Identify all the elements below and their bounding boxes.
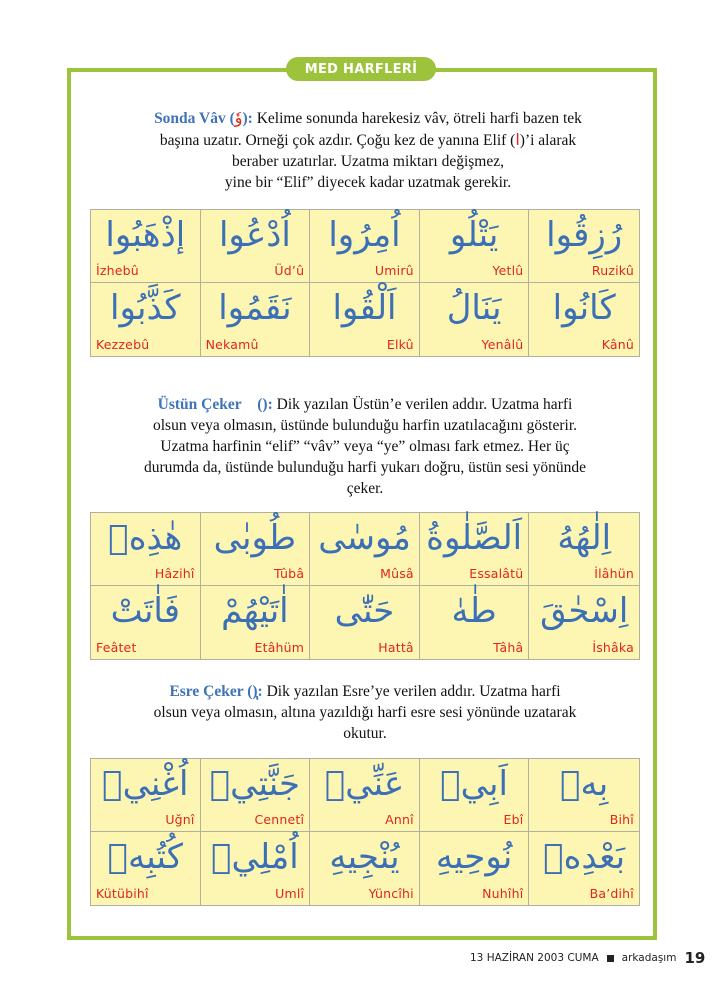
- section2-glyph: (ٰ):: [241, 396, 273, 413]
- transliteration: Etâhüm: [254, 640, 305, 655]
- transliteration: Feâtet: [96, 640, 137, 655]
- arabic-word: كَذَّبُوا: [110, 288, 181, 328]
- elif-glyph: ا: [515, 130, 520, 149]
- word-cell: [529, 283, 639, 356]
- word-cell: [201, 759, 311, 832]
- arabic-word: فَاٰتَتْ: [110, 591, 181, 631]
- word-cell: [201, 210, 311, 283]
- word-cell: [529, 832, 639, 905]
- word-cell: [91, 283, 201, 356]
- transliteration: İlâhün: [594, 566, 634, 581]
- section2-line5: çeker.: [346, 480, 384, 497]
- transliteration: Kütübihî: [96, 886, 149, 901]
- section1-text: [108, 107, 628, 193]
- section2-keyword: Üstün Çeker: [157, 396, 242, 413]
- word-cell: [310, 283, 420, 356]
- section1-keyword: Sonda Vâv (: [154, 110, 235, 127]
- section1-line4: yine bir “Elif” diyecek kadar uzatmak gerekir.: [224, 174, 512, 191]
- word-grid-esre-ceker: [90, 758, 640, 906]
- section2-line1: Dik yazılan Üstün’e verilen addır. Uzatma harfi: [272, 396, 573, 413]
- arabic-word: طُوبٰى: [213, 518, 297, 558]
- word-cell: [91, 586, 201, 659]
- transliteration: Mûsâ: [380, 566, 414, 581]
- arabic-word: اِلٰهُهُ: [557, 518, 612, 558]
- word-cell: [420, 759, 530, 832]
- transliteration: Hattâ: [378, 640, 414, 655]
- word-cell: [529, 513, 639, 586]
- arabic-word: رُزِقُوا: [546, 215, 623, 255]
- word-cell: [201, 586, 311, 659]
- arabic-word: طٰهٰ: [451, 591, 497, 631]
- word-cell: [420, 513, 530, 586]
- word-grid-ustun-ceker: [90, 512, 640, 660]
- transliteration: Umlî: [275, 886, 305, 901]
- arabic-word: اُمْلِيٖ: [211, 837, 299, 877]
- arabic-word: كَانُوا: [552, 288, 616, 328]
- section1-glyph: وٗ: [234, 108, 243, 127]
- transliteration: Hâzihî: [154, 566, 195, 581]
- footer-date: 13 HAZİRAN 2003 CUMA: [470, 952, 599, 964]
- word-cell: [91, 513, 201, 586]
- word-cell: [310, 586, 420, 659]
- transliteration: Ba’dihî: [589, 886, 634, 901]
- arabic-word: هٰذِهٖ: [108, 518, 183, 558]
- arabic-word: اُغْنِيٖ: [102, 764, 189, 804]
- word-cell: [201, 832, 311, 905]
- word-grid-sonda-vav: [90, 209, 640, 357]
- transliteration: Cennetî: [254, 812, 305, 827]
- arabic-word: جَنَّتِيٖ: [209, 764, 301, 804]
- section2-line4: durumda da, üstünde bulunduğu harfi yukarı doğru, üstün sesi yönünde: [143, 459, 587, 476]
- word-cell: [201, 283, 311, 356]
- arabic-word: نُوحِيهِ: [435, 837, 513, 877]
- footer-brand: arkadaşım: [621, 952, 677, 964]
- arabic-word: يُنْجِيهِ: [329, 837, 400, 877]
- section1-line2b: )’i alarak: [519, 132, 577, 149]
- transliteration: Ruzikû: [591, 263, 634, 278]
- arabic-word: كُتُبِهٖ: [107, 837, 183, 877]
- transliteration: Kezzebû: [96, 337, 150, 352]
- transliteration: Tâhâ: [493, 640, 524, 655]
- transliteration: Tûbâ: [273, 566, 305, 581]
- transliteration: İshâka: [592, 640, 634, 655]
- section1-line2a: başına uzatır. Orneği çok azdır. Çoğu kez de yanına Elif (: [159, 132, 516, 149]
- transliteration: Yetlû: [492, 263, 524, 278]
- word-cell: [91, 759, 201, 832]
- transliteration: Annî: [385, 812, 414, 827]
- word-cell: [529, 586, 639, 659]
- section1-line1: Kelime sonunda harekesiz vâv, ötreli harfi bazen tek: [252, 110, 582, 127]
- section2-line3: Uzatma harfinin “elif” “vâv” veya “ye” olması fark etmez. Her üç: [160, 438, 570, 455]
- arabic-word: اَلْقُوا: [332, 288, 397, 328]
- transliteration: Kânû: [601, 337, 634, 352]
- arabic-word: بَعْدِهٖ: [543, 837, 626, 877]
- transliteration: Üd’û: [274, 263, 305, 278]
- arabic-word: اٰتَيْهُمْ: [221, 591, 289, 631]
- section2-line2: olsun veya olmasın, üstünde bulunduğu harfin uzatılacağını gösterir.: [152, 417, 577, 434]
- transliteration: Yüncîhi: [368, 886, 414, 901]
- word-cell: [91, 832, 201, 905]
- word-cell: [310, 210, 420, 283]
- word-cell: [420, 283, 530, 356]
- arabic-word: نَقَمُوا: [218, 288, 292, 328]
- section3-line1: Dik yazılan Esre’ye verilen addır. Uzatma harfi: [262, 683, 561, 700]
- arabic-word: بِهٖ: [560, 764, 609, 804]
- word-cell: [91, 210, 201, 283]
- transliteration: Nekamû: [205, 337, 259, 352]
- section3-line3: okutur.: [343, 725, 387, 742]
- transliteration: Bihî: [609, 812, 634, 827]
- arabic-word: اَبِيٖ: [440, 764, 508, 804]
- transliteration: Uğnî: [165, 812, 195, 827]
- word-cell: [529, 210, 639, 283]
- page-title: MED HARFLERİ: [286, 57, 436, 81]
- section2-text: [100, 394, 630, 499]
- word-cell: [201, 513, 311, 586]
- arabic-word: مُوسٰى: [318, 518, 411, 558]
- arabic-word: اُمِرُوا: [328, 215, 401, 255]
- transliteration: Nuhîhî: [482, 886, 524, 901]
- arabic-word: اُدْعُوا: [218, 215, 291, 255]
- word-cell: [420, 586, 530, 659]
- arabic-word: عَنِّيٖ: [324, 764, 405, 804]
- word-cell: [310, 759, 420, 832]
- arabic-word: اَلصَّلٰوةُ: [426, 518, 523, 558]
- arabic-word: يَنَالُ: [446, 288, 502, 328]
- arabic-word: حَتّٰى: [334, 591, 395, 631]
- transliteration: Essalâtü: [469, 566, 524, 581]
- arabic-word: إذْهَبُوا: [105, 215, 186, 255]
- section3-keyword: Esre Çeker: [169, 683, 244, 700]
- section1-line3: beraber uzatırlar. Uzatma miktarı değişmez,: [232, 153, 504, 170]
- word-cell: [420, 832, 530, 905]
- word-cell: [420, 210, 530, 283]
- page-number: 19: [684, 949, 706, 967]
- page-footer: [470, 949, 705, 967]
- transliteration: Elkû: [386, 337, 414, 352]
- section1-keyword-end: ):: [242, 110, 253, 127]
- section3-glyph: (ٖ):: [243, 683, 263, 700]
- transliteration: İzhebû: [96, 263, 139, 278]
- section3-text: [100, 681, 630, 744]
- transliteration: Yenâlû: [481, 337, 524, 352]
- word-cell: [529, 759, 639, 832]
- word-cell: [310, 832, 420, 905]
- transliteration: Ebî: [503, 812, 524, 827]
- section3-line2: olsun veya olmasın, altına yazıldığı harfi esre sesi yönünde uzatarak: [153, 704, 577, 721]
- word-cell: [310, 513, 420, 586]
- arabic-word: اِسْحٰقَ: [540, 591, 629, 631]
- footer-separator: [607, 955, 614, 962]
- transliteration: Umirû: [374, 263, 414, 278]
- arabic-word: يَتْلُو: [449, 215, 499, 255]
